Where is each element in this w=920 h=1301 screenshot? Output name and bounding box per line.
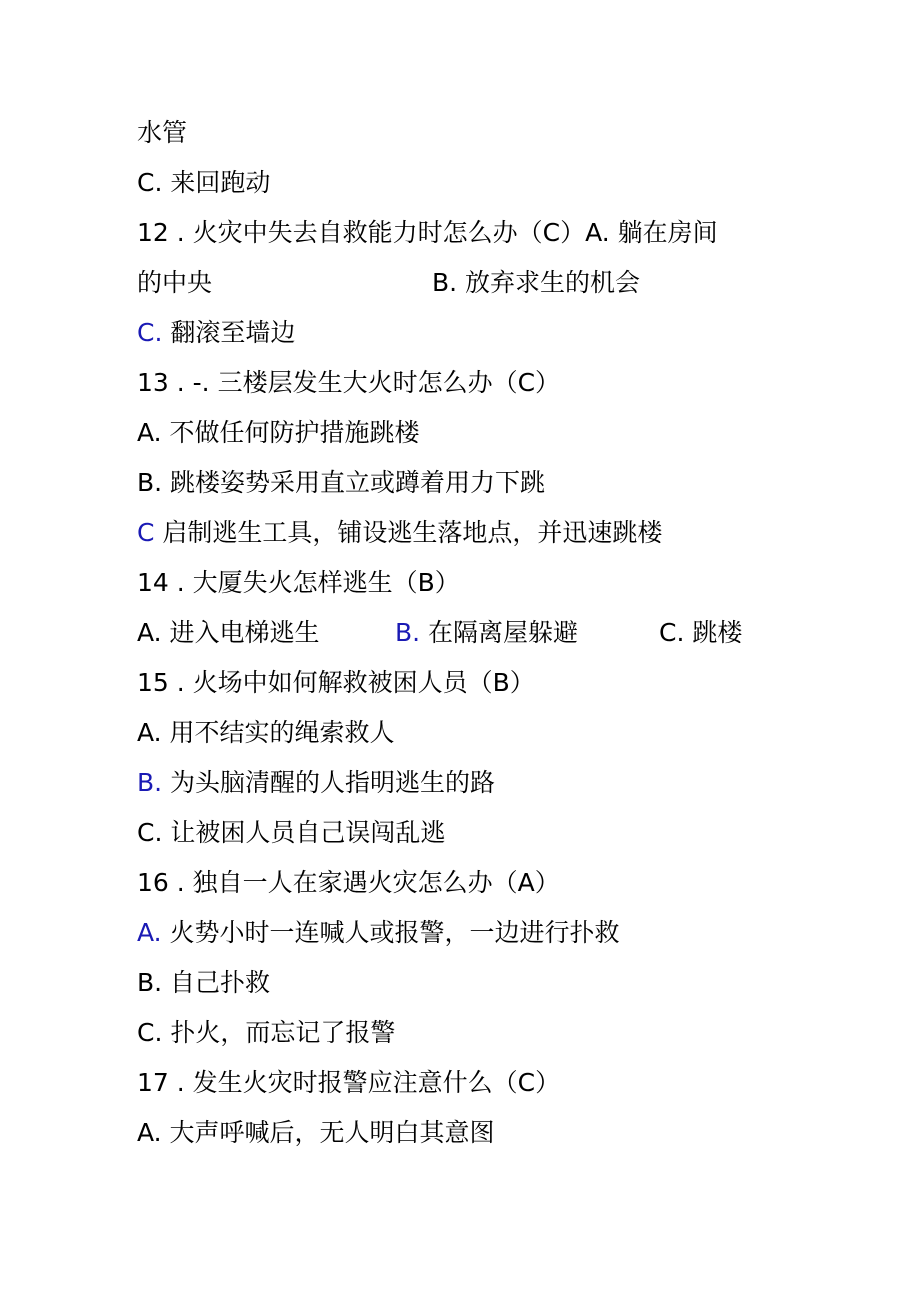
option-text: C. 让被困人员自己误闯乱逃 [137, 818, 446, 847]
option-text: C. 来回跑动 [137, 168, 271, 197]
option-line [137, 708, 837, 758]
option-text: A. 不做任何防护措施跳楼 [137, 418, 420, 447]
line-text: 水管 [137, 118, 188, 147]
answer-option [137, 908, 837, 958]
answer-marker: B. [395, 618, 421, 647]
option-text: 的中央 [137, 268, 213, 297]
answer-marker: B. [137, 768, 163, 797]
question-text: 13 . -. 三楼层发生大火时怎么办（C） [137, 368, 561, 397]
question-text: 12 . 火灾中失去自救能力时怎么办（C）A. 躺在房间 [137, 218, 718, 247]
text-line [137, 108, 837, 158]
option-text: C. 扑火，而忘记了报警 [137, 1018, 396, 1047]
question-16 [137, 858, 837, 908]
question-text: 16 . 独自一人在家遇火灾怎么办（A） [137, 868, 560, 897]
option-line [137, 1108, 837, 1158]
option-line [137, 608, 837, 658]
answer-option [137, 308, 837, 358]
option-text: A. 大声呼喊后，无人明白其意图 [137, 1118, 495, 1147]
option-line [137, 158, 837, 208]
answer-option [137, 758, 837, 808]
question-text: 14 . 大厦失火怎样逃生（B） [137, 568, 460, 597]
option-text: B. 放弃求生的机会 [432, 268, 641, 297]
option-line [137, 958, 837, 1008]
answer-option [137, 508, 837, 558]
question-text: 17 . 发生火灾时报警应注意什么（C） [137, 1068, 561, 1097]
question-17 [137, 1058, 837, 1108]
answer-marker: C. [137, 318, 163, 347]
option-text: 火势小时一连喊人或报警，一边进行扑救 [161, 918, 620, 947]
question-13 [137, 358, 837, 408]
question-list [137, 108, 837, 1158]
question-12 [137, 208, 837, 258]
answer-marker: C [137, 518, 155, 547]
option-line [137, 1008, 837, 1058]
option-text: 为头脑清醒的人指明逃生的路 [162, 768, 496, 797]
option-text: 启制逃生工具，铺设逃生落地点，并迅速跳楼 [154, 518, 663, 547]
option-text: B. 跳楼姿势采用直立或蹲着用力下跳 [137, 468, 546, 497]
option-text: C. 跳楼 [659, 618, 743, 647]
question-14 [137, 558, 837, 608]
option-text: 在隔离屋躲避 [420, 618, 579, 647]
option-line [137, 258, 837, 308]
question-15 [137, 658, 837, 708]
option-line [137, 408, 837, 458]
option-text: A. 用不结实的绳索救人 [137, 718, 395, 747]
option-line [137, 458, 837, 508]
option-text: A. 进入电梯逃生 [137, 618, 320, 647]
answer-marker: A. [137, 918, 162, 947]
question-text: 15 . 火场中如何解救被困人员（B） [137, 668, 535, 697]
option-text: 翻滚至墙边 [162, 318, 296, 347]
option-text: B. 自己扑救 [137, 968, 271, 997]
option-line [137, 808, 837, 858]
